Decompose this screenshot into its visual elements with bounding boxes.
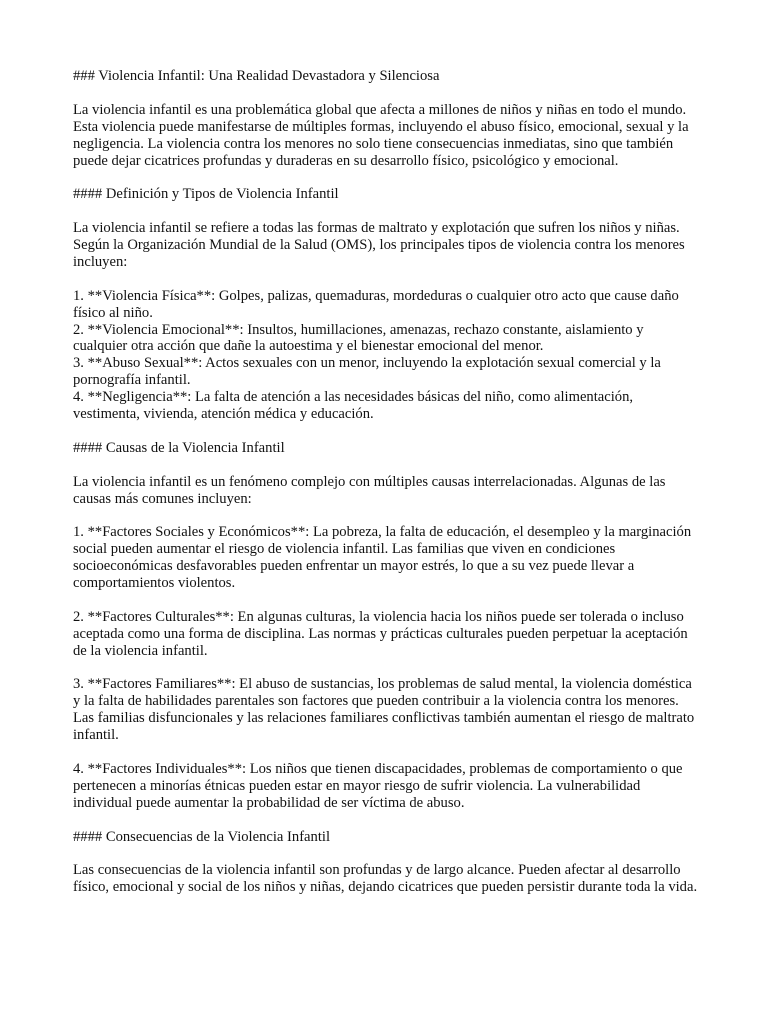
list-item: 1. **Violencia Física**: Golpes, palizas, quemaduras, mordeduras o cualquier otro acto que cause daño físico al niño.	[73, 287, 679, 321]
intro-paragraph: La violencia infantil es una problemática global que afecta a millones de niños y niñas en todo el mundo. Esta violencia puede manifestarse de múltiples formas, incluyendo el abuso físico, emocional, sexual y la negligencia. La violencia contra los menores no solo tiene consecuencias inmediatas, sino que también puede dejar cicatrices profundas y duraderas en su desarrollo físico, psicológico y emocional.	[73, 101, 689, 169]
list-item: 2. **Violencia Emocional**: Insultos, humillaciones, amenazas, rechazo constante, aislamiento y cualquier otra acción que dañe la autoestima y el bienestar emocional del menor.	[73, 321, 644, 355]
section-paragraph-causes: La violencia infantil es un fenómeno complejo con múltiples causas interrelacionadas. Algunas de las causas más comunes incluyen:	[73, 473, 666, 507]
document-title: ### Violencia Infantil: Una Realidad Devastadora y Silenciosa	[73, 68, 440, 84]
cause-paragraph: 4. **Factores Individuales**: Los niños que tienen discapacidades, problemas de comportamiento o que pertenecen a minorías étnicas pueden estar en mayor riesgo de sufrir violencia. La vulnerabilidad individual puede aumentar la probabilidad de ser víctima de abuso.	[73, 761, 683, 811]
document-page	[73, 68, 701, 913]
section-heading-consequences: #### Consecuencias de la Violencia Infantil	[73, 828, 331, 845]
section-heading-causes: #### Causas de la Violencia Infantil	[73, 439, 285, 456]
cause-paragraph: 1. **Factores Sociales y Económicos**: La pobreza, la falta de educación, el desempleo y la marginación social pueden aumentar el riesgo de violencia infantil. Las familias que viven en condiciones socioeconómicas desfavorables pueden enfrentar un mayor estrés, lo que a su vez puede llevar a comportamientos violentos.	[73, 524, 692, 592]
list-item: 4. **Negligencia**: La falta de atención a las necesidades básicas del niño, como alimentación, vestimenta, vivienda, atención médica y educación.	[73, 389, 634, 423]
section-heading-definition: #### Definición y Tipos de Violencia Infantil	[73, 186, 339, 203]
cause-paragraph: 2. **Factores Culturales**: En algunas culturas, la violencia hacia los niños puede ser tolerada o incluso aceptada como una forma de disciplina. Las normas y prácticas culturales pueden perpetuar la aceptación de la violencia infantil.	[73, 608, 688, 659]
cause-paragraph: 3. **Factores Familiares**: El abuso de sustancias, los problemas de salud mental, la violencia doméstica y la falta de habilidades parentales son factores que pueden contribuir a la violencia contra los menores. Las familias disfuncionales y las relaciones familiares conflictivas también aumentan el riesgo de maltrato infantil.	[73, 676, 695, 744]
types-list	[73, 288, 701, 423]
list-item: 3. **Abuso Sexual**: Actos sexuales con un menor, incluyendo la explotación sexual comercial y la pornografía infantil.	[73, 355, 661, 389]
section-paragraph-definition: La violencia infantil se refiere a todas las formas de maltrato y explotación que sufren los niños y niñas. Según la Organización Mundial de la Salud (OMS), los principales tipos de violencia contra los menores incluyen:	[73, 220, 685, 270]
section-paragraph-consequences: Las consecuencias de la violencia infantil son profundas y de largo alcance. Pueden afectar al desarrollo físico, emocional y social de los niños y niñas, dejando cicatrices que pueden persistir durante toda la vida.	[73, 862, 698, 896]
